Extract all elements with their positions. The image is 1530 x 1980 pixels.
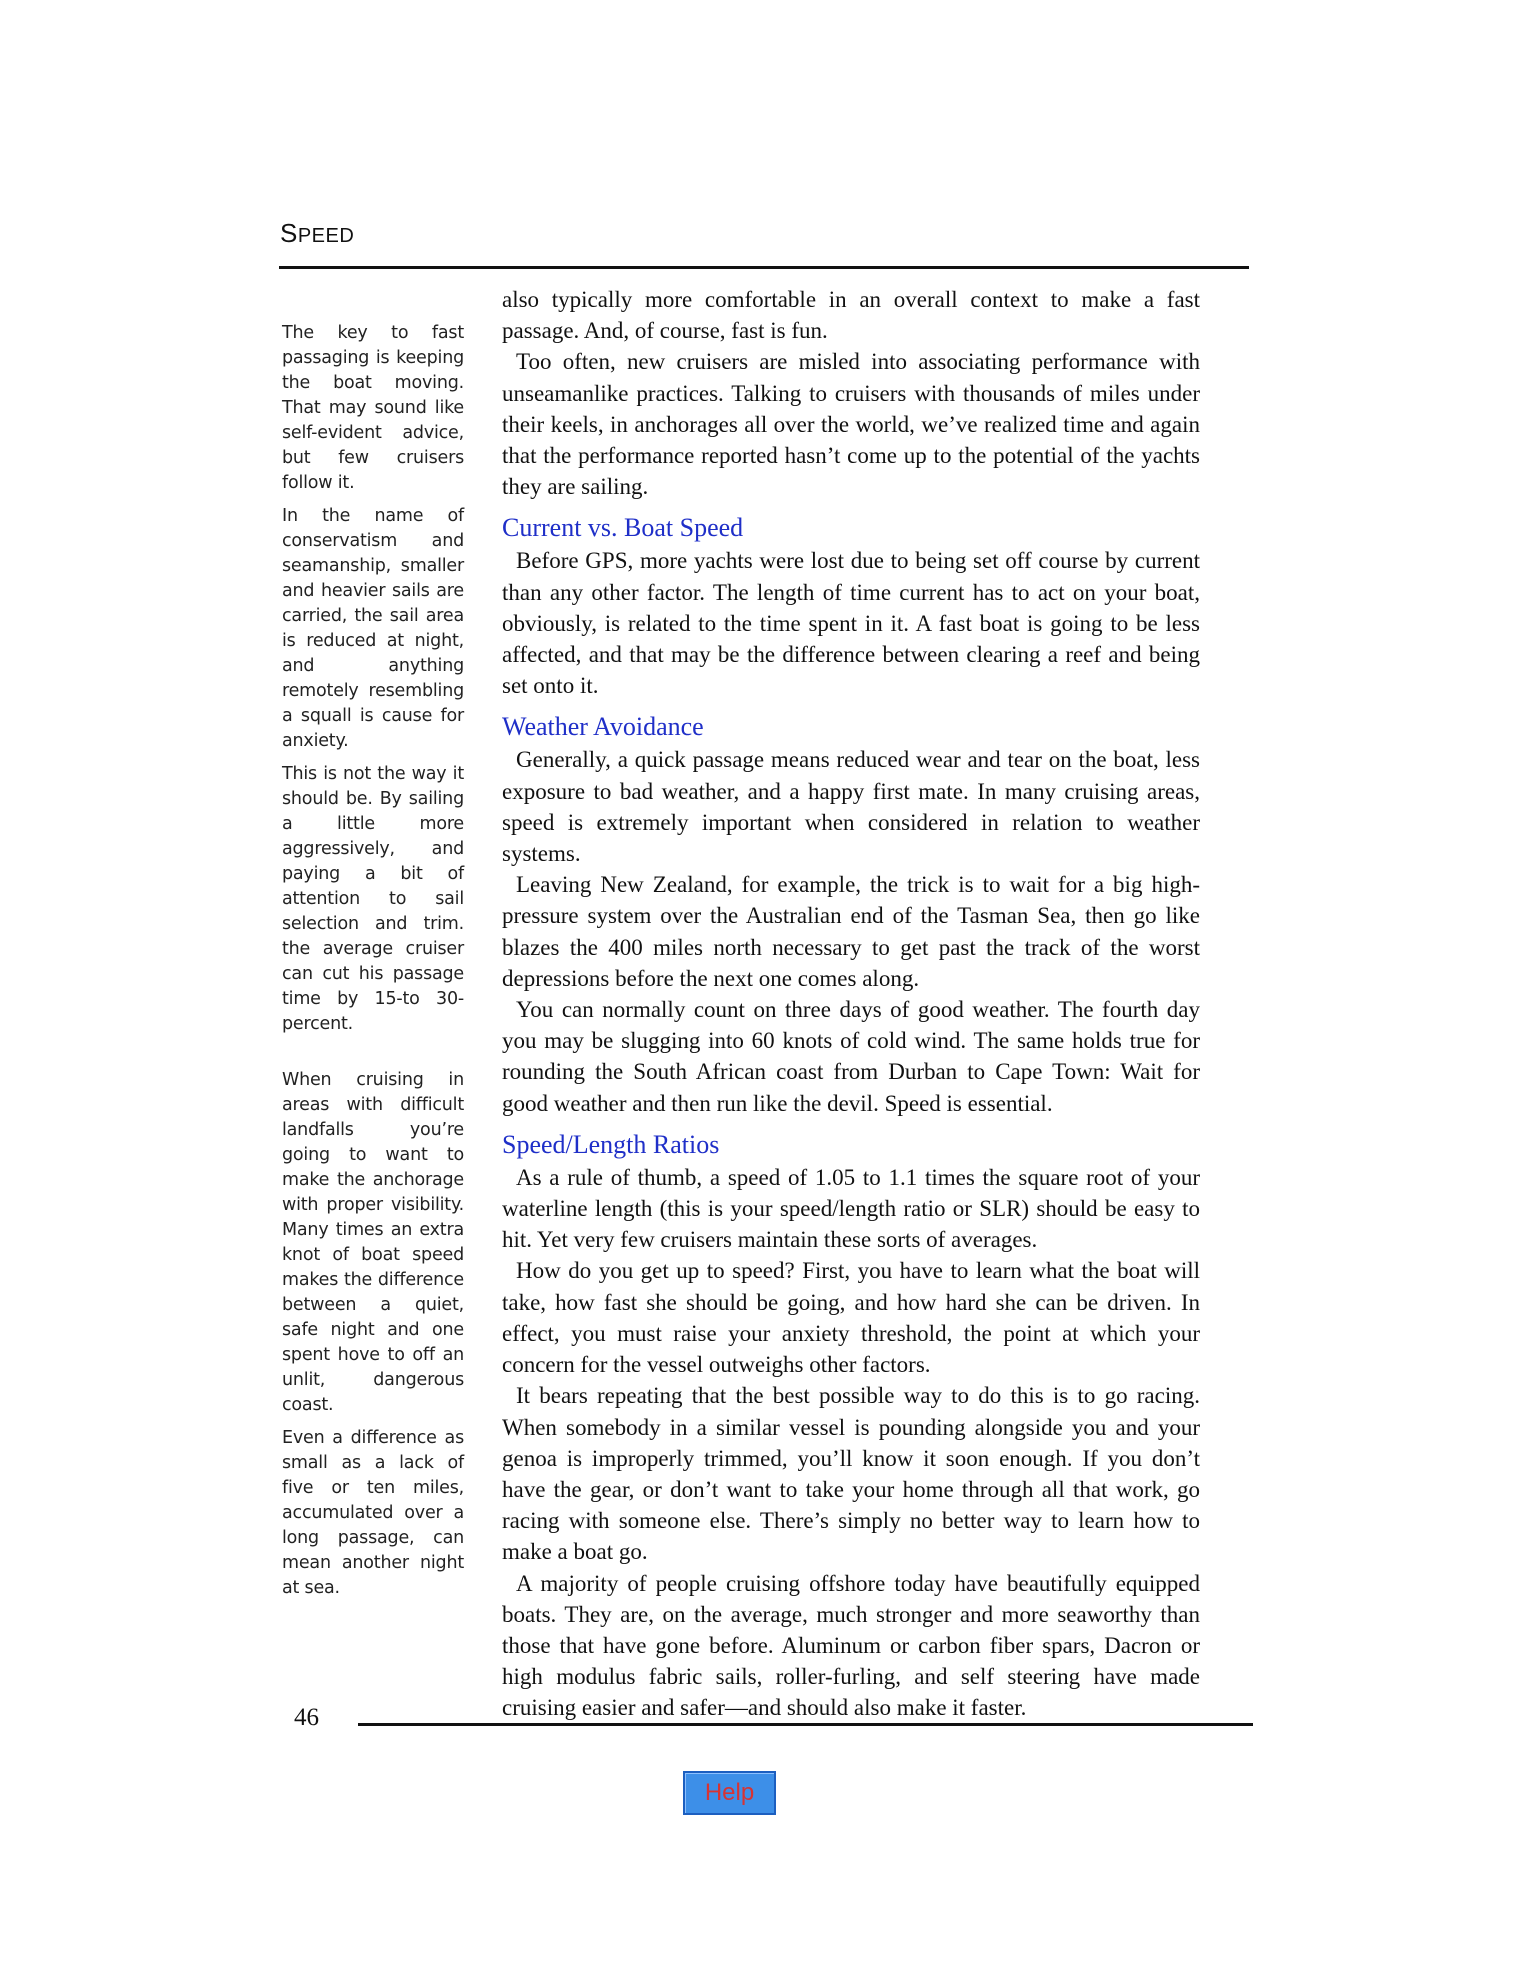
body-paragraph: How do you get up to speed? First, you have to learn what the boat will take, how fast she should be going, and how hard she can be driven. In effect, you must raise your anxiety threshold, the point at which your concern for the vessel outweighs other factors. (502, 1258, 1200, 1378)
body-paragraph: Generally, a quick passage means reduced wear and tear on the boat, less exposure to bad weather, and a happy first mate. In many cruising areas, speed is extremely important when considered in relation to weather systems. (502, 747, 1200, 867)
body-paragraph: You can normally count on three days of good weather. The fourth day you may be slugging into 60 knots of cold wind. The same holds true for rounding the South African coast from Durban to Cape Town: Wait for good weather and then run like the devil. Speed is essential. (502, 997, 1200, 1116)
section-heading-weather: Weather Avoidance (502, 712, 704, 742)
section-heading-current: Current vs. Boat Speed (502, 513, 744, 543)
running-head (280, 218, 354, 249)
sidebar-paragraph: In the name of conservatism and seamanship, smaller and heavier sails are carried, the sail area is reduced at night, and anything remotely resembling a squall is cause for anxiety. (282, 506, 464, 751)
footer-rule (358, 1723, 1253, 1726)
body-paragraph: also typically more comfortable in an overall context to make a fast passage. And, of course, fast is fun. (502, 287, 1200, 344)
body-paragraph: A majority of people cruising offshore today have beautifully equipped boats. They are, on the average, much stronger and more seaworthy than those that have gone before. Aluminum or carbon fiber spars, Dacron or high modulus fabric sails, roller-furling, and self steering have made cruising easier and safer—and should also make it faster. (502, 1570, 1200, 1721)
sidebar-note-2 (282, 1068, 464, 1609)
body-paragraph: As a rule of thumb, a speed of 1.05 to 1.1 times the square root of your waterline length (this is your speed/length ratio or SLR) should be easy to hit. Yet very few cruisers maintain these sorts of averages. (502, 1164, 1200, 1253)
sidebar-paragraph: This is not the way it should be. By sailing a little more aggressively, and paying a bit of attention to sail selection and trim. the average cruiser can cut his passage time by 15-to 30-percent. (282, 764, 464, 1034)
sidebar-note-1 (282, 321, 464, 1045)
body-paragraph: Before GPS, more yachts were lost due to being set off course by current than any other factor. The length of time current has to act on your boat, obviously, is related to the time spent in it. A fast boat is going to be less affected, and that may be the difference between clearing a reef and being set onto it. (502, 548, 1200, 699)
body-paragraph: Leaving New Zealand, for example, the trick is to wait for a big high-pressure system over the Australian end of the Tasman Sea, then go like blazes the 400 miles north necessary to get past the track of the worst depressions before the next one comes along. (502, 872, 1200, 991)
sidebar-paragraph: When cruising in areas with difficult landfalls you’re going to want to make the anchorage with proper visibility. Many times an extra knot of boat speed makes the difference between a quiet, safe night and one spent hove to off an unlit, dangerous coast. (282, 1070, 464, 1415)
body-paragraph: It bears repeating that the best possible way to do this is to go racing. When somebody in a similar vessel is pounding alongside you and your genoa is improperly trimmed, you’ll know it soon enough. If you don’t have the gear, or don’t want to take your home through all that work, go racing with someone else. There’s simply no better way to learn how to make a boat go. (502, 1383, 1200, 1565)
section-heading-ratios: Speed/Length Ratios (502, 1129, 720, 1159)
main-text (502, 284, 1200, 1724)
sidebar-paragraph: Even a difference as small as a lack of five or ten miles, accumulated over a long passage, can mean another night at sea. (282, 1428, 464, 1598)
body-paragraph: Too often, new cruisers are misled into associating performance with unseamanlike practices. Talking to cruisers with thousands of miles under their keels, in anchorages all over the world, we’ve realized time and again that the performance reported hasn’t come up to the potential of the yachts they are sailing. (502, 349, 1200, 500)
header-rule (279, 266, 1249, 269)
help-button[interactable]: Help (683, 1771, 776, 1815)
page-number: 46 (294, 1704, 319, 1731)
running-head-initial: S (280, 218, 298, 248)
sidebar-paragraph: The key to fast passaging is keeping the boat moving. That may sound like self-evident advice, but few cruisers follow it. (282, 323, 464, 493)
running-head-rest: PEED (297, 225, 355, 247)
